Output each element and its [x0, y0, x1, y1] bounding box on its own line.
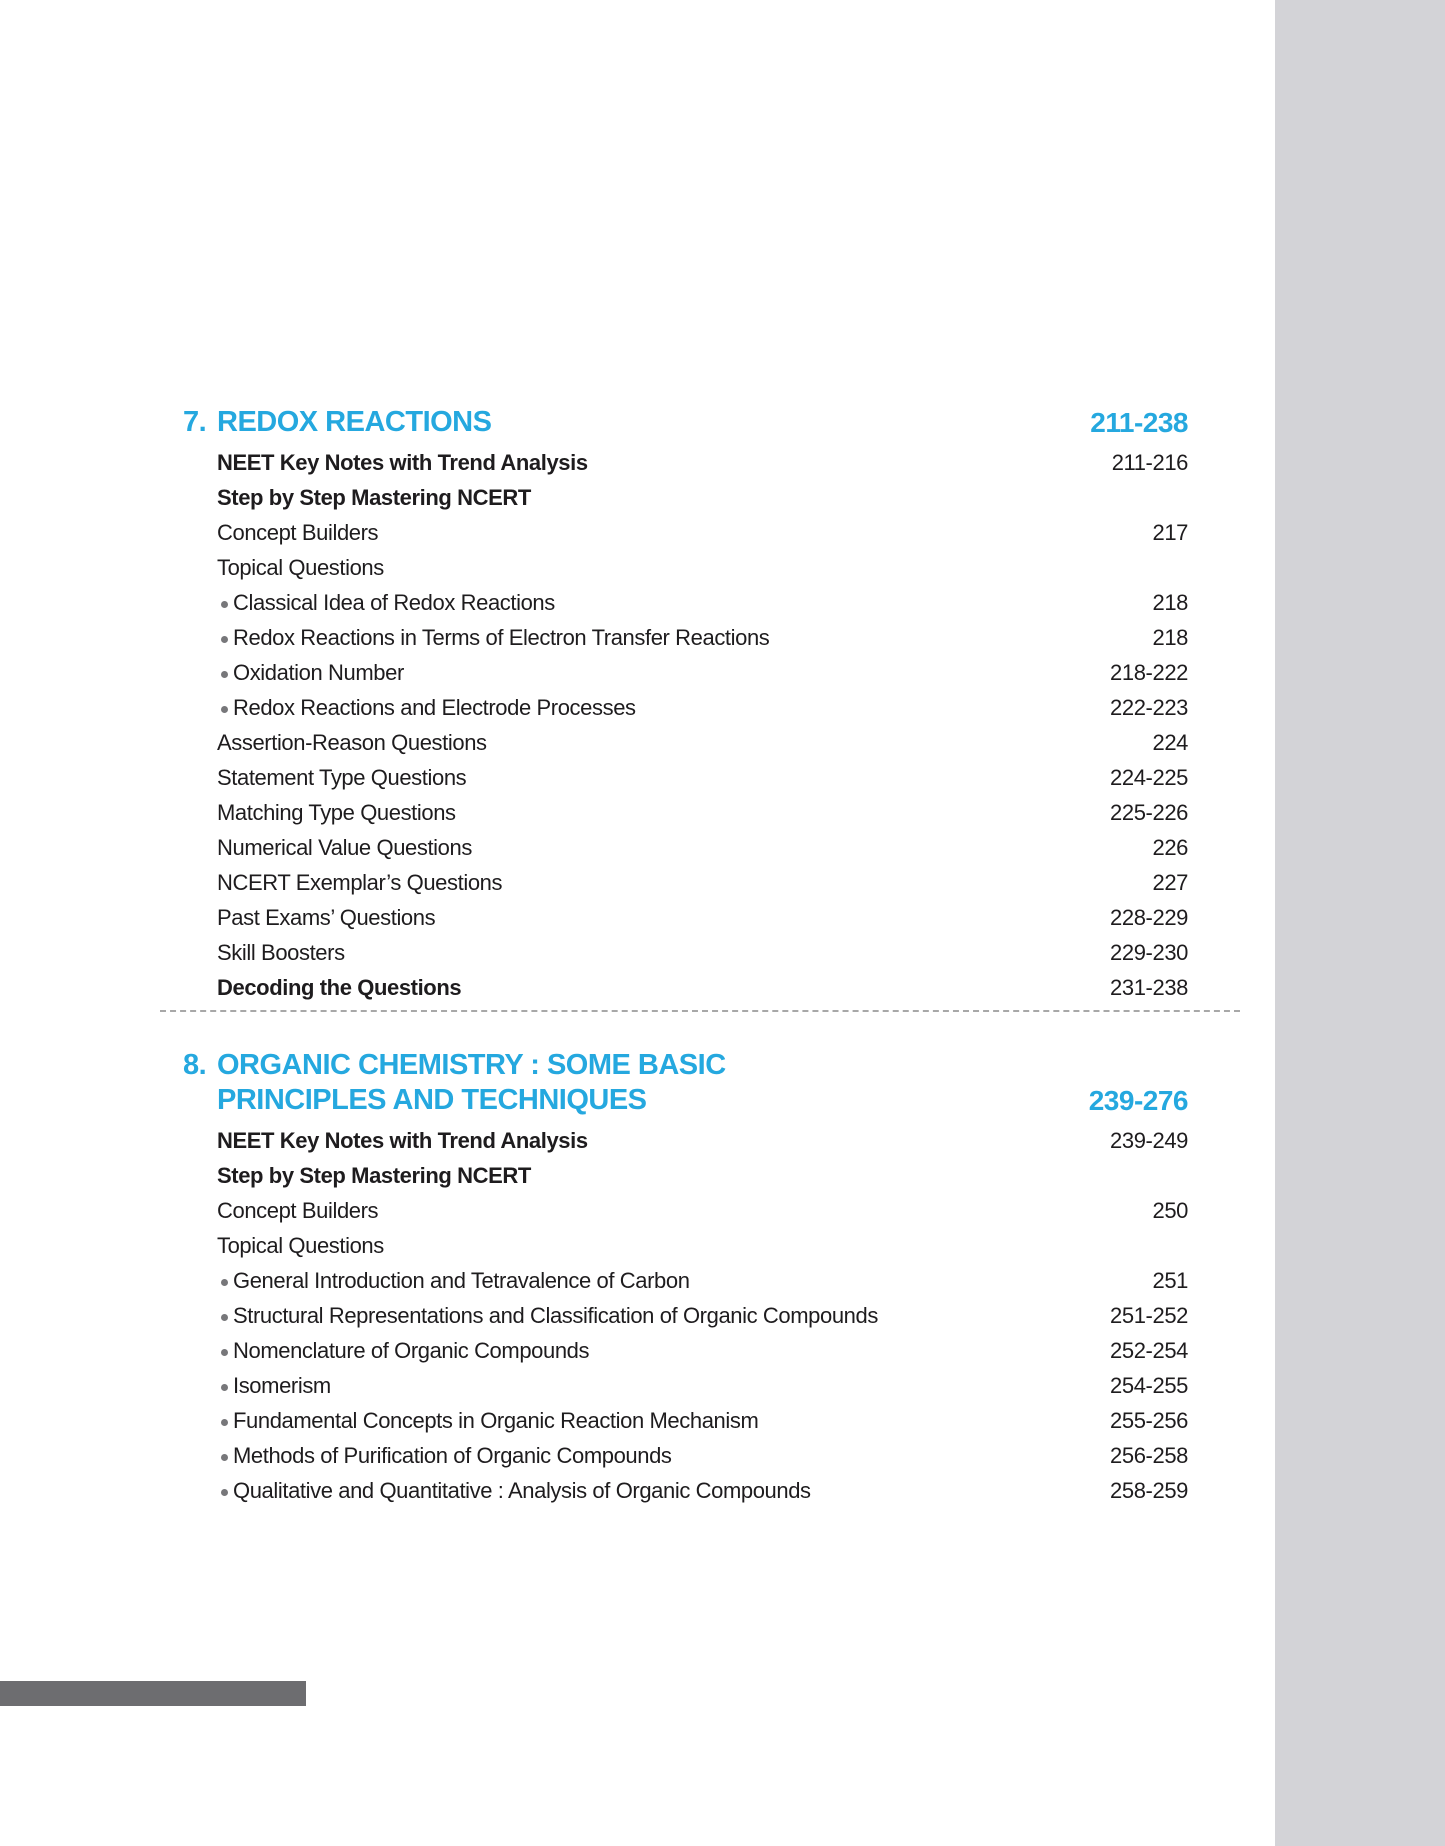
toc-entry [183, 1193, 1188, 1228]
toc-entry [183, 515, 1188, 550]
bullet-icon [221, 671, 228, 678]
toc-entry-label: Topical Questions [217, 1233, 384, 1258]
toc-entry-label: Skill Boosters [217, 940, 345, 965]
bullet-icon [221, 601, 228, 608]
bullet-icon [221, 1314, 228, 1321]
section-title: REDOX REACTIONS [217, 406, 492, 438]
toc-entry [183, 1228, 1188, 1263]
toc-entry [183, 1473, 1188, 1508]
toc-entry [183, 935, 1188, 970]
section-title-block [183, 1048, 1188, 1118]
toc-entry [183, 865, 1188, 900]
bullet-icon [221, 636, 228, 643]
toc-entry-label: General Introduction and Tetravalence of Carbon [233, 1268, 690, 1293]
toc-entry-label: Structural Representations and Classification of Organic Compounds [233, 1303, 878, 1328]
toc-entry [183, 1158, 1188, 1193]
toc-entry-pages: 211-216 [1111, 450, 1188, 475]
toc-entry-label: Topical Questions [217, 555, 384, 580]
toc-entry-pages: 255-256 [1110, 1408, 1188, 1433]
toc-entry-label: Step by Step Mastering NCERT [217, 485, 531, 510]
bullet-icon [221, 1489, 228, 1496]
toc-entry-label: Assertion-Reason Questions [217, 730, 487, 755]
toc-entry [183, 830, 1188, 865]
section-number: 8. [183, 1049, 207, 1081]
toc-entry-pages: 229-230 [1110, 940, 1188, 965]
toc-entry [183, 550, 1188, 585]
section-title-block [183, 405, 1188, 440]
toc-entry-pages: 218 [1152, 590, 1188, 615]
toc-entry-pages: 251-252 [1110, 1303, 1188, 1328]
toc-entry-label: Redox Reactions and Electrode Processes [233, 695, 636, 720]
toc-entry-label: Isomerism [233, 1373, 331, 1398]
toc-entry [183, 585, 1188, 620]
section-title: PRINCIPLES AND TECHNIQUES [217, 1084, 647, 1116]
section-title: ORGANIC CHEMISTRY : SOME BASIC [217, 1049, 726, 1081]
bullet-icon [221, 1384, 228, 1391]
toc-entry-pages: 228-229 [1110, 905, 1188, 930]
toc-entry-label: Step by Step Mastering NCERT [217, 1163, 531, 1188]
toc-entry [183, 620, 1188, 655]
toc-entry-label: Matching Type Questions [217, 800, 456, 825]
bullet-icon [221, 1279, 228, 1286]
section-number: 7. [183, 406, 207, 438]
toc-entry-pages: 224 [1152, 730, 1188, 755]
toc-entry-label: Redox Reactions in Terms of Electron Transfer Reactions [233, 625, 770, 650]
toc-entry [183, 1123, 1188, 1158]
toc-entry-pages: 218 [1152, 625, 1188, 650]
section-entries [183, 445, 1188, 1005]
toc-entry-pages: 250 [1152, 1198, 1188, 1223]
toc-entry [183, 760, 1188, 795]
toc-entry-pages: 222-223 [1110, 695, 1188, 720]
toc-entry [183, 795, 1188, 830]
toc-entry [183, 1263, 1188, 1298]
toc-entry-label: Decoding the Questions [217, 975, 462, 1000]
section-title-row [183, 1048, 1188, 1083]
section-page-range: 239-276 [1088, 1085, 1188, 1116]
bullet-icon [221, 1419, 228, 1426]
toc-entry-pages: 224-225 [1110, 765, 1188, 790]
toc-entry [183, 725, 1188, 760]
toc-entry [183, 970, 1188, 1005]
bullet-icon [221, 1349, 228, 1356]
toc-entry-label: Numerical Value Questions [217, 835, 472, 860]
toc-entry-label: Statement Type Questions [217, 765, 467, 790]
toc-entry-label: Nomenclature of Organic Compounds [233, 1338, 590, 1363]
toc-entry [183, 1368, 1188, 1403]
toc-entry-label: Classical Idea of Redox Reactions [233, 590, 555, 615]
footer-bar [0, 1681, 306, 1706]
toc-entry-label: NCERT Exemplar’s Questions [217, 870, 503, 895]
toc-entry [183, 480, 1188, 515]
page-right-gutter [1275, 0, 1445, 1846]
toc-entry-label: NEET Key Notes with Trend Analysis [217, 450, 588, 475]
toc-entry-pages: 217 [1152, 520, 1188, 545]
toc-entry-pages: 256-258 [1110, 1443, 1188, 1468]
toc-entry [183, 1403, 1188, 1438]
toc-entry-pages: 231-238 [1110, 975, 1188, 1000]
toc-entry [183, 690, 1188, 725]
toc-entry [183, 1298, 1188, 1333]
toc-entry-label: Qualitative and Quantitative : Analysis of Organic Compounds [233, 1478, 811, 1503]
bullet-icon [221, 1454, 228, 1461]
toc-entry [183, 655, 1188, 690]
toc-entry-label: NEET Key Notes with Trend Analysis [217, 1128, 588, 1153]
toc-entry-pages: 258-259 [1110, 1478, 1188, 1503]
section-divider [160, 1010, 1240, 1012]
section-page-range: 211-238 [1090, 407, 1188, 438]
toc-entry-pages: 218-222 [1110, 660, 1188, 685]
toc-section [183, 405, 1188, 1005]
section-title-row [183, 1083, 1188, 1118]
toc-entry [183, 1438, 1188, 1473]
toc-entry-label: Methods of Purification of Organic Compounds [233, 1443, 672, 1468]
toc-entry-label: Oxidation Number [233, 660, 404, 685]
toc-entry-label: Concept Builders [217, 520, 379, 545]
table-of-contents [183, 405, 1188, 1508]
section-title-row [183, 405, 1188, 440]
toc-entry-label: Concept Builders [217, 1198, 379, 1223]
toc-entry-pages: 251 [1152, 1268, 1188, 1293]
toc-entry-pages: 254-255 [1110, 1373, 1188, 1398]
toc-entry [183, 1333, 1188, 1368]
toc-section [183, 1048, 1188, 1508]
toc-entry [183, 900, 1188, 935]
toc-entry-label: Fundamental Concepts in Organic Reaction Mechanism [233, 1408, 759, 1433]
toc-entry-pages: 227 [1152, 870, 1188, 895]
toc-entry-pages: 226 [1152, 835, 1188, 860]
toc-entry-label: Past Exams’ Questions [217, 905, 436, 930]
bullet-icon [221, 706, 228, 713]
toc-entry [183, 445, 1188, 480]
toc-entry-pages: 252-254 [1110, 1338, 1188, 1363]
section-entries [183, 1123, 1188, 1508]
toc-entry-pages: 225-226 [1110, 800, 1188, 825]
toc-entry-pages: 239-249 [1110, 1128, 1188, 1153]
